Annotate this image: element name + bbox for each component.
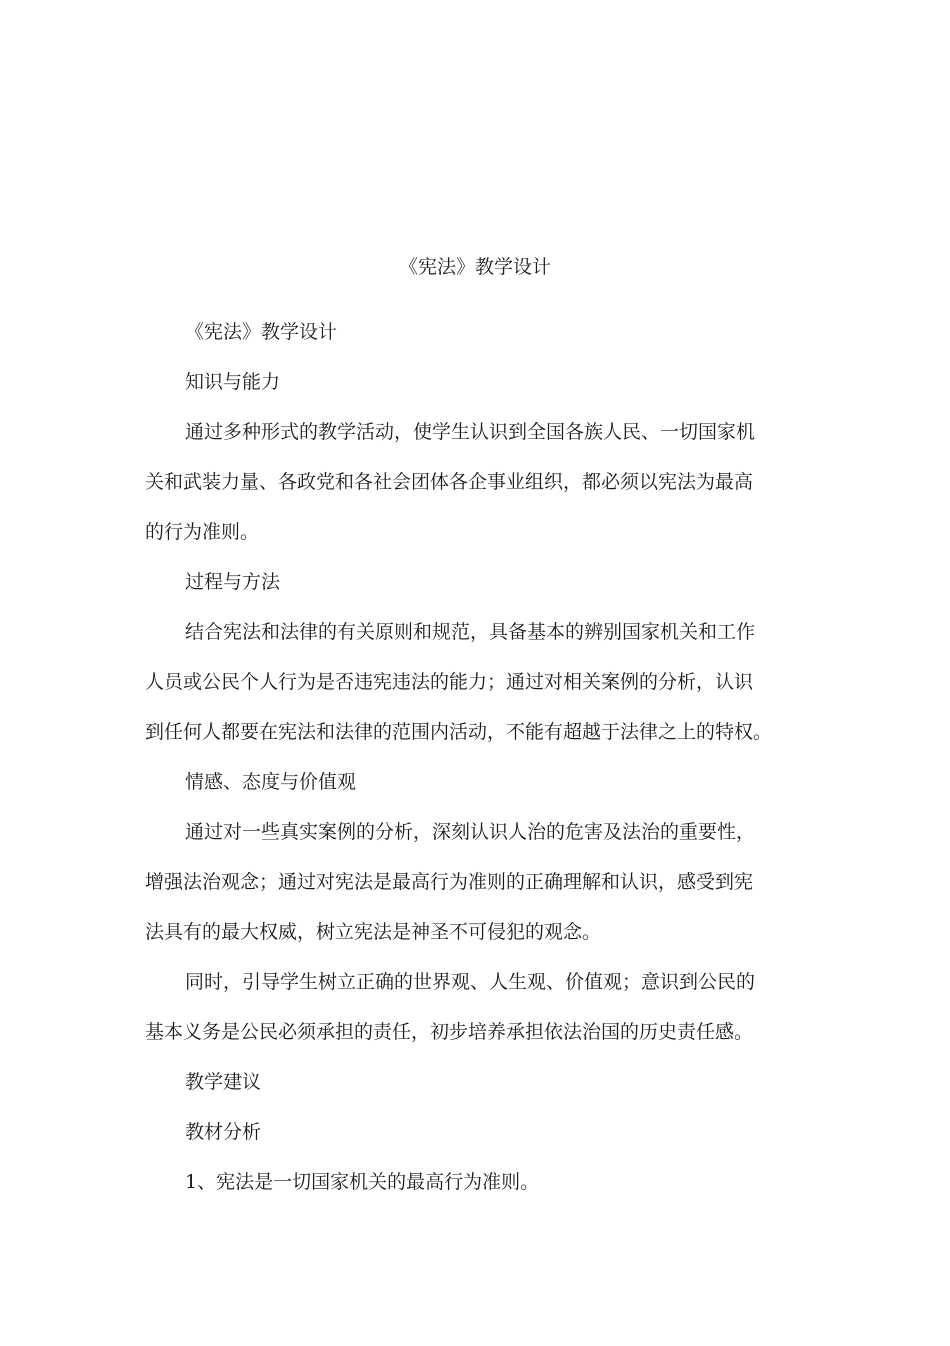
document-title: 《宪法》教学设计	[398, 256, 551, 278]
para-process-line: 结合宪法和法律的有关原则和规范，具备基本的辨别国家机关和工作	[185, 621, 756, 643]
para-emotion-line: 通过对一些真实案例的分析，深刻认识人治的危害及法治的重要性，	[185, 821, 756, 843]
heading-knowledge: 知识与能力	[185, 371, 281, 393]
para-emotion-line: 法具有的最大权威，树立宪法是神圣不可侵犯的观念。	[145, 921, 602, 943]
para-knowledge-line: 通过多种形式的教学活动，使学生认识到全国各族人民、一切国家机	[185, 421, 756, 443]
document-body	[145, 319, 785, 1219]
heading-analysis: 教材分析	[185, 1121, 262, 1143]
subtitle: 《宪法》教学设计	[185, 321, 338, 343]
para-meanwhile-line: 同时，引导学生树立正确的世界观、人生观、价值观；意识到公民的	[185, 971, 756, 993]
heading-emotion: 情感、态度与价值观	[185, 771, 357, 793]
para-knowledge-line: 关和武装力量、各政党和各社会团体各企事业组织，都必须以宪法为最高	[145, 471, 754, 493]
heading-process: 过程与方法	[185, 571, 281, 593]
list-item-1: 1、宪法是一切国家机关的最高行为准则。	[185, 1171, 540, 1193]
para-emotion-line: 增强法治观念；通过对宪法是最高行为准则的正确理解和认识，感受到宪	[145, 871, 754, 893]
para-knowledge-line: 的行为准则。	[145, 521, 260, 543]
para-meanwhile-line: 基本义务是公民必须承担的责任，初步培养承担依法治国的历史责任感。	[145, 1021, 754, 1043]
para-process-line: 人员或公民个人行为是否违宪违法的能力；通过对相关案例的分析，认识	[145, 671, 754, 693]
para-process-line: 到任何人都要在宪法和法律的范围内活动，不能有超越于法律之上的特权。	[145, 721, 773, 743]
heading-suggestion: 教学建议	[185, 1071, 262, 1093]
